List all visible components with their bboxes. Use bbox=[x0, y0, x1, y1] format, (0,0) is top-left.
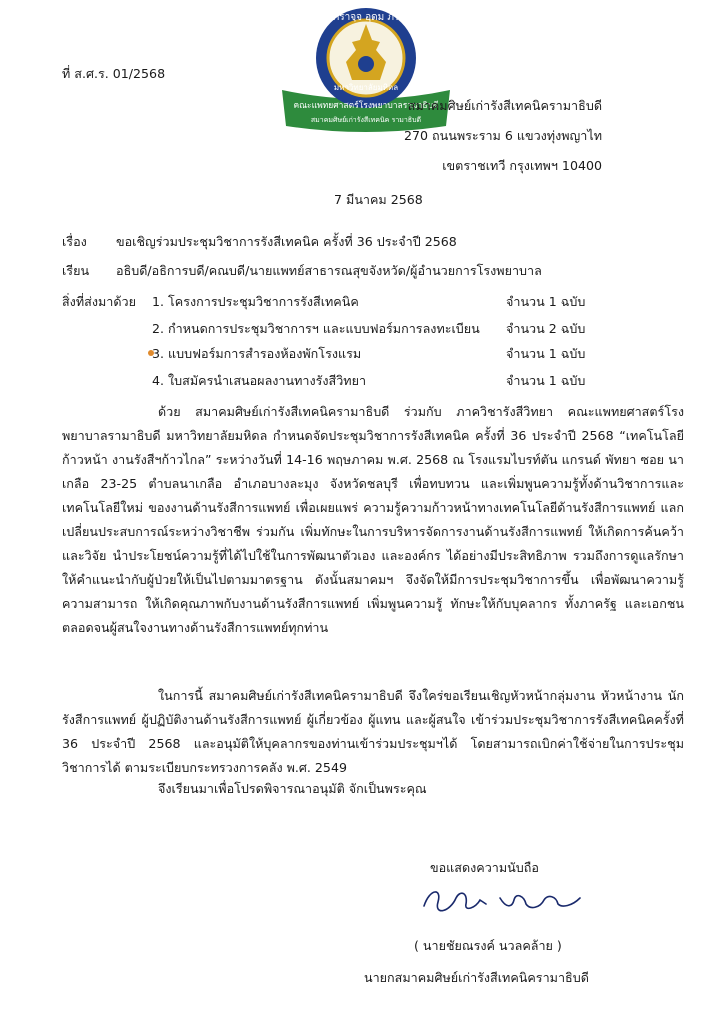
sender-address-line: สมาคมศิษย์เก่ารังสีเทคนิครามาธิบดี bbox=[407, 98, 602, 113]
document-number: ที่ ส.ศ.ร. 01/2568 bbox=[62, 66, 166, 81]
emblem-medallion-icon bbox=[358, 56, 374, 72]
subject-label: เรื่อง bbox=[62, 234, 87, 249]
logo-ribbon-text: คณะแพทยศาสตร์โรงพยาบาลรามาธิบดี bbox=[293, 101, 439, 111]
body-paragraph-3: จึงเรียนมาเพื่อโปรดพิจารณาอนุมัติ จักเป็นพระคุณ bbox=[158, 781, 427, 796]
body-paragraph-1: ด้วย สมาคมศิษย์เก่ารังสีเทคนิครามาธิบดี ร่วมกับ ภาควิชารังสีวิทยา คณะแพทยศาสตร์โรงพยาบาลรามาธิบดี มหาวิทยาลัยมหิดล กำหนดจัดประชุมวิชาการรังสีเทคนิค ครั้งที่ 36 ประจำปี 2568 “เทคโนโลยีก้าวหน้า งานรังสีฯก้าวไกล” ระหว่างวันที่ 14-16 พฤษภาคม พ.ศ. 2568 ณ โรงแรมไบรท์ตัน แกรนด์ พัทยา ซอย นาเกลือ 23-25 ตำบลนาเกลือ อำเภอบางละมุง จังหวัดชลบุรี เพื่อทบทวน และเพิ่มพูนความรู้ทั้งด้านวิชาการและเทคโนโลยีใหม่ ของงานด้านรังสีการแพทย์ เพื่อเผยแพร่ ความรู้ความก้าวหน้าทางเทคโนโลยีด้านรังสีการแพทย์ แลกเปลี่ยนประสบการณ์ระหว่างวิชาชีพ ร่วมกัน เพิ่มทักษะในการบริหารจัดการงานด้านรังสีการแพทย์ ให้เกิดการค้นคว้า และวิจัย นำประโยชน์ความรู้ที่ได้ไปใช้ในการพัฒนาตัวเอง และองค์กร ได้อย่างมีประสิทธิภาพ รวมถึงการดูแลรักษา ให้คำแนะนำกับผู้ป่วยให้เป็นไปตามมาตรฐาน ดังนั้นสมาคมฯ จึงจัดให้มีการประชุมวิชาการขึ้น เพื่อพัฒนาความรู้ ความสามารถ ให้เกิดคุณภาพกับงานด้านรังสีการแพทย์ เพิ่มพูนความรู้ ทักษะให้กับบุคลากร ทั้งภาครัฐ และเอกชน ตลอดจนผู้สนใจงานทางด้านรังสีการแพทย์ทุกท่าน bbox=[62, 404, 684, 635]
attachment-count: จำนวน 1 ฉบับ bbox=[506, 294, 586, 309]
attachment-count: จำนวน 2 ฉบับ bbox=[506, 321, 586, 336]
logo-university-text: มหาวิทยาลัยมหิดล bbox=[333, 83, 399, 92]
closing-phrase: ขอแสดงความนับถือ bbox=[430, 860, 539, 875]
letter-date: 7 มีนาคม 2568 bbox=[334, 192, 423, 207]
attachment-count: จำนวน 1 ฉบับ bbox=[506, 346, 586, 361]
sender-address-line: เขตราชเทวี กรุงเทพฯ 10400 bbox=[442, 158, 602, 173]
logo-arc-text: ภราจฺจ อฺดม ภร bbox=[332, 12, 400, 23]
recipient-text: อธิบดี/อธิการบดี/คณบดี/นายแพทย์สาธารณสุขจังหวัด/ผู้อำนวยการโรงพยาบาล bbox=[116, 263, 542, 278]
logo-bottom-text: สมาคมศิษย์เก่ารังสีเทคนิค รามาธิบดี bbox=[310, 116, 422, 124]
signature-stroke bbox=[424, 892, 580, 911]
signer-position: นายกสมาคมศิษย์เก่ารังสีเทคนิครามาธิบดี bbox=[364, 970, 589, 985]
subject-text: ขอเชิญร่วมประชุมวิชาการรังสีเทคนิค ครั้งที่ 36 ประจำปี 2568 bbox=[116, 234, 457, 249]
recipient-label: เรียน bbox=[62, 263, 90, 278]
attachment-count: จำนวน 1 ฉบับ bbox=[506, 373, 586, 388]
sender-address-line: 270 ถนนพระราม 6 แขวงทุ่งพญาไท bbox=[403, 128, 602, 143]
attachment-item: 4. ใบสมัครนำเสนอผลงานทางรังสีวิทยา bbox=[152, 373, 367, 388]
association-logo bbox=[268, 4, 464, 136]
handwritten-signature bbox=[416, 878, 596, 920]
attachment-item: 1. โครงการประชุมวิชาการรังสีเทคนิค bbox=[152, 294, 359, 309]
attachments-label: สิ่งที่ส่งมาด้วย bbox=[62, 294, 136, 309]
attachment-item: 2. กำหนดการประชุมวิชาการฯ และแบบฟอร์มการลงทะเบียน bbox=[152, 321, 480, 336]
body-paragraph-2: ในการนี้ สมาคมศิษย์เก่ารังสีเทคนิครามาธิบดี จึงใคร่ขอเรียนเชิญหัวหน้ากลุ่มงาน หัวหน้างาน นักรังสีการแพทย์ ผู้ปฏิบัติงานด้านรังสีการแพทย์ ผู้เกี่ยวข้อง ผู้แทน และผู้สนใจ เข้าร่วมประชุมวิชาการรังสีเทคนิคครั้งที่ 36 ประจำปี 2568 และอนุมัติให้บุคลากรของท่านเข้าร่วมประชุมฯได้ โดยสามารถเบิกค่าใช้จ่ายในการประชุมวิชาการได้ ตามระเบียบกระทรวงการคลัง พ.ศ. 2549 bbox=[62, 688, 684, 775]
signer-name: ( นายชัยณรงค์ นวลคล้าย ) bbox=[414, 938, 562, 953]
attachment-item: 3. แบบฟอร์มการสำรองห้องพักโรงแรม bbox=[152, 346, 362, 361]
